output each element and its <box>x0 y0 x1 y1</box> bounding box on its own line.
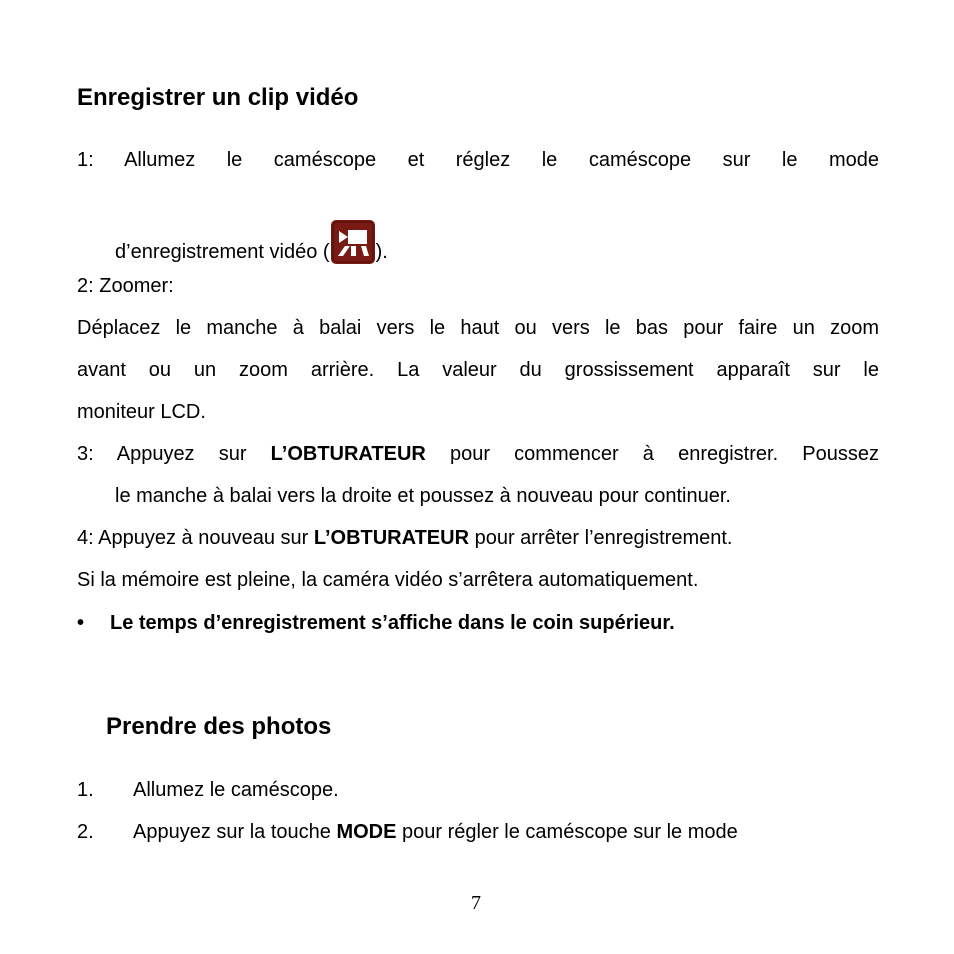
list-item-prefix: Appuyez sur la touche <box>133 821 337 843</box>
step-1-text-before-icon: d’enregistrement vidéo ( <box>115 241 330 263</box>
bullet-note <box>77 611 84 635</box>
step-2-line-2: avant ou un zoom arrière. La valeur du grossissement apparaît sur le <box>77 359 879 381</box>
step-2-label: 2: Zoomer: <box>77 275 174 297</box>
step-4-line-1 <box>77 526 732 550</box>
section-heading-video: Enregistrer un clip vidéo <box>77 84 359 111</box>
step-4-suffix: pour arrêter l’enregistrement. <box>469 527 733 549</box>
step-3-line-1 <box>77 442 879 466</box>
step-3-prefix: 3: Appuyez sur <box>77 443 271 465</box>
step-4-prefix: 4: Appuyez à nouveau sur <box>77 527 314 549</box>
list-item-suffix: pour régler le caméscope sur le mode <box>396 821 738 843</box>
mode-key-label: MODE <box>336 821 397 843</box>
step-3-line-2: le manche à balai vers la droite et poussez à nouveau pour continuer. <box>115 485 731 507</box>
bullet-note-text: Le temps d’enregistrement s’affiche dans le coin supérieur. <box>110 612 675 634</box>
page-number: 7 <box>471 892 481 914</box>
step-1-text-after-icon: ). <box>375 241 388 263</box>
section-heading-photos: Prendre des photos <box>106 713 332 740</box>
shutter-label: L’OBTURATEUR <box>270 443 426 465</box>
list-item-number: 2. <box>77 821 94 843</box>
step-1-line-1: 1: Allumez le caméscope et réglez le caméscope sur le mode <box>77 149 879 171</box>
shutter-label: L’OBTURATEUR <box>313 527 470 549</box>
list-item-number: 1. <box>77 779 94 801</box>
video-camera-icon <box>331 220 375 264</box>
step-1-line-2 <box>115 220 388 264</box>
step-3-suffix: pour commencer à enregistrer. Poussez <box>425 443 879 465</box>
step-2-line-1: Déplacez le manche à balai vers le haut ou vers le bas pour faire un zoom <box>77 317 879 339</box>
list-item: Allumez le caméscope. <box>133 779 339 801</box>
step-2-line-3: moniteur LCD. <box>77 401 206 423</box>
list-item <box>133 820 738 844</box>
step-4-line-2: Si la mémoire est pleine, la caméra vidéo s’arrêtera automatiquement. <box>77 569 699 591</box>
bullet-symbol: • <box>77 612 85 634</box>
